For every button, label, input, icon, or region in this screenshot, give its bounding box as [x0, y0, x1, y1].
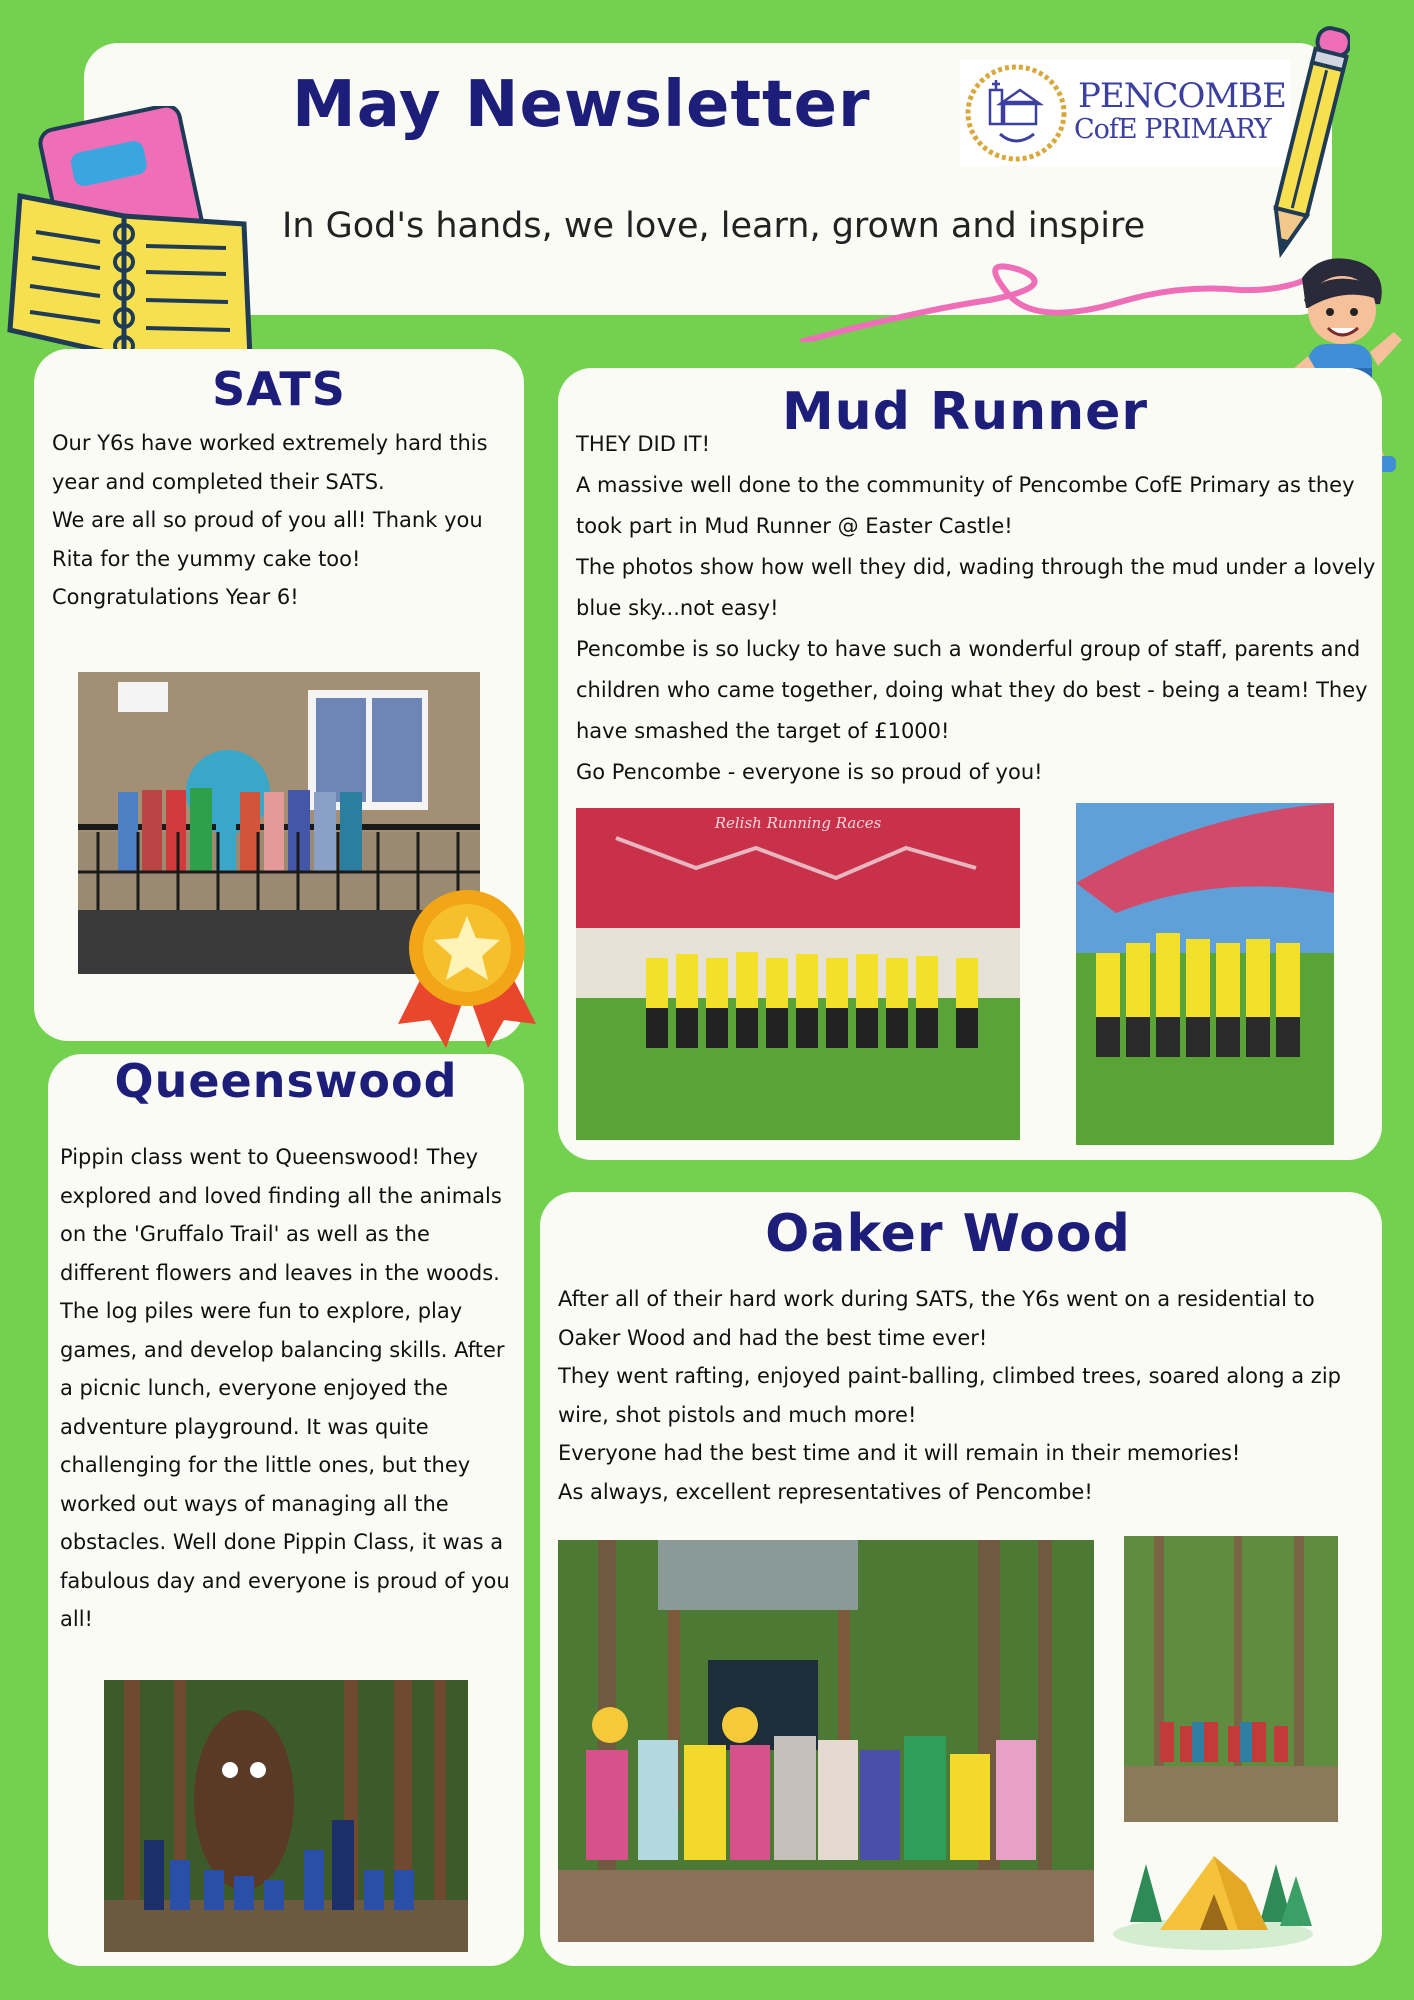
oaker-wood-paragraph-3: Everyone had the best time and it will remain in their memories!	[558, 1441, 1241, 1465]
mud-runner-paragraph-3: The photos show how well they did, wading through the mud under a lovely blue sky...not easy!	[576, 555, 1376, 620]
mud-runner-group-photo	[576, 808, 1020, 1140]
school-logo	[960, 60, 1290, 166]
sats-paragraph-1: Our Y6s have worked extremely hard this year and completed their SATS.	[52, 431, 488, 494]
logo-name-line2: CofE PRIMARY	[1074, 114, 1271, 145]
oaker-wood-text	[558, 1280, 1378, 1511]
oaker-wood-paragraph-2: They went rafting, enjoyed paint-balling, climbed trees, soared along a zip wire, shot pistols and much more!	[558, 1364, 1341, 1427]
sats-paragraph-2: We are all so proud of you all! Thank you Rita for the yummy cake too!	[52, 508, 483, 571]
mud-runner-paragraph-4: Pencombe is so lucky to have such a wonderful group of staff, parents and children who came together, doing what they do best - being a team! They have smashed the target of £1000!	[576, 637, 1368, 743]
oaker-wood-title: Oaker Wood	[765, 1204, 1131, 1264]
squiggle-icon	[800, 262, 1340, 342]
mud-runner-paragraph-2: A massive well done to the community of Pencombe CofE Primary as they took part in Mud Runner @ Easter Castle!	[576, 473, 1355, 538]
school-crest-icon	[960, 60, 1072, 166]
mud-runner-paragraph-1: THEY DID IT!	[576, 432, 711, 456]
sats-text	[52, 424, 522, 617]
sats-paragraph-3: Congratulations Year 6!	[52, 585, 299, 609]
queenswood-text	[60, 1138, 514, 1639]
school-motto: In God's hands, we love, learn, grown and inspire	[282, 206, 1146, 246]
queenswood-title: Queenswood	[114, 1054, 458, 1108]
queenswood-paragraph-1: Pippin class went to Queenswood! They explored and loved finding all the animals on the 'Gruffalo Trail' as well as the different flowers and leaves in the woods. The log piles were fun to explore, play games, and develop balancing skills. After a picnic lunch, everyone enjoyed the adventure playground. It was quite challenging for the little ones, but they worked out ways of managing all the obstacles. Well done Pippin Class, it was a fabulous day and everyone is proud of you all!	[60, 1145, 510, 1631]
notebook-icon	[0, 106, 262, 366]
mud-runner-text	[576, 424, 1376, 793]
oaker-wood-forest-photo	[1124, 1536, 1338, 1822]
sats-title: SATS	[212, 362, 346, 416]
pencil-icon	[1266, 20, 1350, 270]
tent-banner-text: Relish Running Races	[714, 814, 882, 832]
oaker-wood-paragraph-4: As always, excellent representatives of Pencombe!	[558, 1479, 1093, 1504]
mud-runner-title: Mud Runner	[781, 382, 1149, 442]
page-title: May Newsletter	[292, 68, 871, 142]
logo-name-line1: PENCOMBE	[1078, 76, 1286, 116]
oaker-wood-paragraph-1: After all of their hard work during SATS, the Y6s went on a residential to Oaker Wood and had the best time ever!	[558, 1287, 1315, 1350]
queenswood-gruffalo-photo	[104, 1680, 468, 1952]
tent-icon	[1110, 1824, 1316, 1950]
mud-runner-paragraph-5: Go Pencombe - everyone is so proud of you!	[576, 760, 1043, 784]
medal-icon	[392, 886, 542, 1056]
oaker-wood-group-photo	[558, 1540, 1094, 1942]
mud-runner-team-photo	[1076, 803, 1334, 1145]
